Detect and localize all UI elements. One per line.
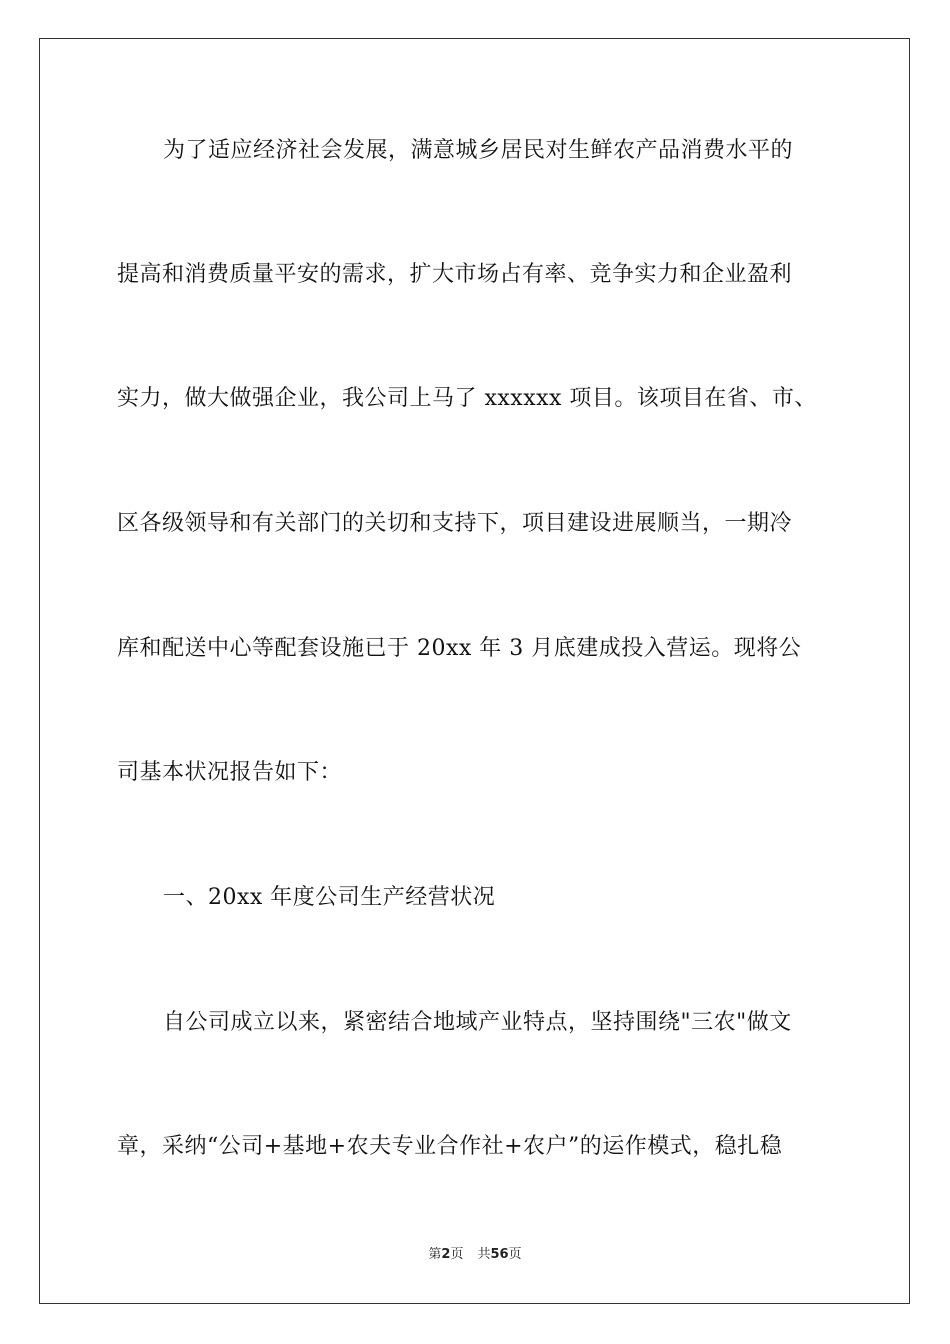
paragraph-1-line-6: 司基本状况报告如下： bbox=[117, 760, 343, 785]
page-prefix: 第 bbox=[428, 1247, 442, 1262]
page-number: 2 bbox=[441, 1247, 451, 1262]
total-suffix: 页 bbox=[508, 1247, 522, 1262]
paragraph-1-line-4: 区各级领导和有关部门的关切和支持下，项目建设进展顺当，一期冷 bbox=[117, 511, 793, 536]
paragraph-1-line-2: 提高和消费质量平安的需求，扩大市场占有率、竞争实力和企业盈利 bbox=[117, 262, 793, 287]
paragraph-1-line-3: 实力，做大做强企业，我公司上马了 xxxxxx 项目。该项目在省、市、 bbox=[117, 386, 817, 411]
paragraph-2-line-1: 自公司成立以来，紧密结合地域产业特点，坚持围绕"三农"做文 bbox=[163, 1010, 792, 1035]
page-footer bbox=[0, 1246, 950, 1264]
page-suffix: 页 bbox=[450, 1247, 464, 1262]
paragraph-1-line-1: 为了适应经济社会发展，满意城乡居民对生鲜农产品消费水平的 bbox=[163, 138, 794, 163]
page-border bbox=[39, 38, 910, 1304]
section-heading: 一、20xx 年度公司生产经营状况 bbox=[163, 885, 496, 910]
paragraph-1-line-5: 库和配送中心等配套设施已于 20xx 年 3 月底建成投入营运。现将公 bbox=[117, 636, 802, 661]
total-pages: 56 bbox=[490, 1247, 509, 1262]
paragraph-2-line-2: 章，采纳“公司+基地+农夫专业合作社+农户”的运作模式，稳扎稳 bbox=[117, 1134, 783, 1159]
total-prefix: 共 bbox=[477, 1247, 491, 1262]
